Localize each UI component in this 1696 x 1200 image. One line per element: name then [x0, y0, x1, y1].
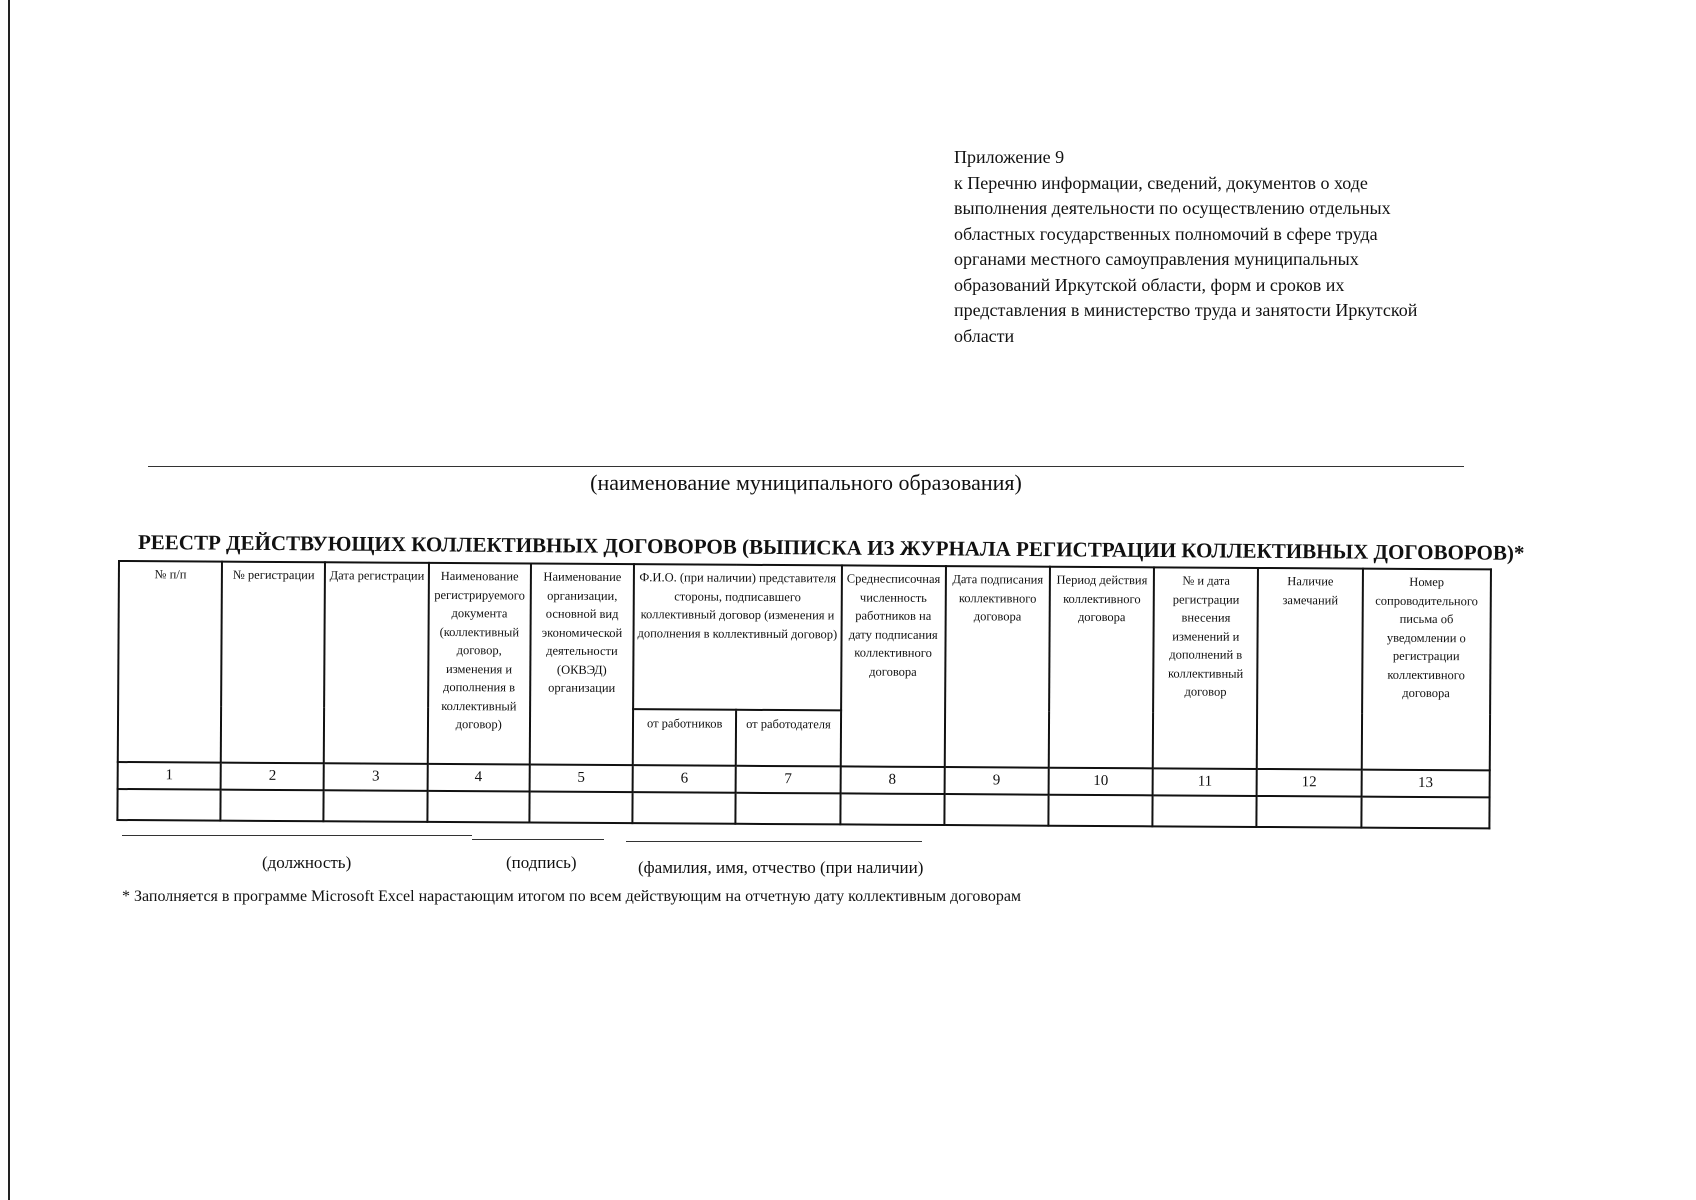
column-number: 6 [633, 765, 736, 793]
position-fill-line [122, 835, 472, 836]
appendix-header [954, 145, 1514, 349]
empty-cell [1048, 795, 1152, 827]
table-header-row [118, 561, 1491, 714]
empty-cell [427, 791, 529, 823]
footnote: * Заполняется в программе Microsoft Excel нарастающим итогом по всем действующим на отчетную дату коллективным договорам [122, 888, 1022, 905]
header-cell: № регистрации [221, 562, 325, 764]
appendix-line: образований Иркутской области, форм и сроков их [954, 274, 1345, 295]
column-number: 11 [1153, 768, 1257, 796]
empty-cell [944, 794, 1048, 826]
signature-fill-line [472, 839, 604, 840]
column-number: 13 [1361, 770, 1490, 798]
empty-cell [632, 792, 735, 824]
empty-cell [840, 793, 944, 825]
registry-table [116, 560, 1492, 829]
column-number: 4 [427, 764, 529, 792]
column-number: 12 [1257, 769, 1361, 797]
appendix-line: представления в министерство труда и занятости Иркутской [954, 300, 1418, 320]
header-cell: Наименование организации, основной вид экономической деятельности (ОКВЭД) организации [530, 564, 634, 766]
header-cell-group: Ф.И.О. (при наличии) представителя стороны, подписавшего коллективный договор (изменения и дополнения в коллективный договор) [633, 564, 841, 710]
header-cell: Период действия коллективного договора [1049, 567, 1154, 769]
header-cell: Номер сопроводительного письма об уведомлении о регистрации коллективного договора [1361, 569, 1491, 771]
signature-caption: (подпись) [506, 853, 577, 872]
subheader-cell: от работников [633, 709, 737, 766]
header-cell: Наличие замечаний [1257, 568, 1362, 770]
subheader-cell: от работодателя [736, 710, 841, 767]
empty-cell [117, 789, 220, 821]
header-cell: Дата регистрации [324, 562, 428, 764]
column-number: 2 [221, 763, 324, 791]
column-number: 3 [324, 763, 427, 791]
registry-title: РЕЕСТР ДЕЙСТВУЮЩИХ КОЛЛЕКТИВНЫХ ДОГОВОРОВ (ВЫПИСКА ИЗ ЖУРНАЛА РЕГИСТРАЦИИ КОЛЛЕКТИВНЫХ ДОГОВОРОВ)* [137, 530, 1525, 565]
registry-table-wrapper [116, 560, 1492, 829]
empty-cell [1361, 797, 1490, 829]
header-cell: Наименование регистрируемого документа (коллективный договор, изменения и дополнения в коллективный договор) [427, 563, 530, 765]
appendix-line: области [954, 325, 1015, 346]
appendix-line: Приложение 9 [954, 147, 1065, 167]
municipality-caption: (наименование муниципального образования) [590, 470, 1022, 495]
header-cell: Среднесписочная численность работников на дату подписания коллективного договора [840, 565, 945, 767]
appendix-line: органами местного самоуправления муниципальных [954, 249, 1359, 269]
header-cell: Дата подписания коллективного договора [945, 566, 1050, 768]
empty-cell [529, 792, 632, 824]
column-number: 9 [944, 767, 1048, 795]
scan-edge-line [8, 0, 10, 1200]
column-number: 8 [840, 766, 944, 794]
appendix-line: областных государственных полномочий в сфере труда [954, 223, 1378, 244]
empty-cell [736, 793, 840, 825]
column-number: 7 [736, 766, 840, 794]
column-number: 1 [118, 762, 221, 790]
header-cell: № п/п [118, 561, 222, 763]
position-caption: (должность) [262, 853, 352, 872]
appendix-line: выполнения деятельности по осуществлению отдельных [954, 198, 1391, 218]
header-cell: № и дата регистрации внесения изменений и дополнений в коллективный договор [1153, 567, 1258, 769]
empty-cell [324, 790, 427, 822]
name-fill-line [626, 841, 922, 842]
empty-cell [221, 790, 324, 822]
column-number: 10 [1049, 768, 1153, 796]
empty-cell [1153, 795, 1257, 827]
municipality-fill-line [148, 466, 1464, 467]
empty-cell [1257, 796, 1361, 828]
column-number: 5 [529, 765, 632, 793]
appendix-line: к Перечню информации, сведений, документов о ходе [954, 172, 1368, 193]
name-caption: (фамилия, имя, отчество (при наличии) [638, 858, 924, 877]
